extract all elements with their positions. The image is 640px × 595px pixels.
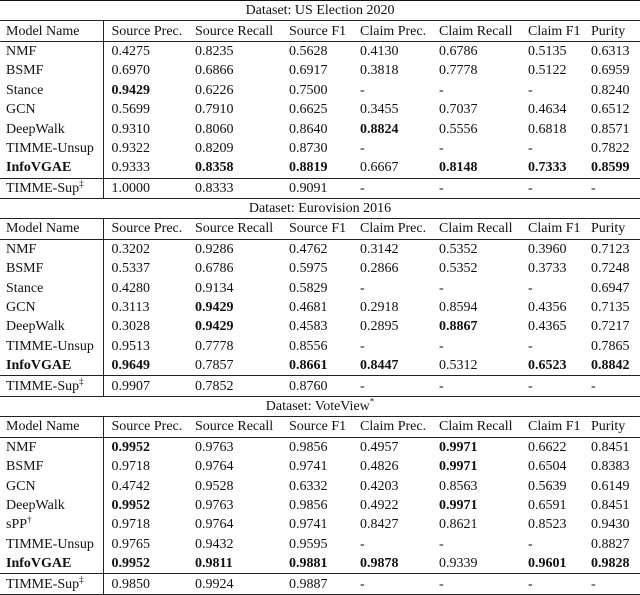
model-name-text: sPP [6, 517, 28, 533]
dataset-title-sup: * [369, 396, 375, 407]
model-name-text: TIMME-Sup [6, 378, 80, 394]
supervised-row [0, 574, 640, 594]
metric-cell: 0.7248 [591, 261, 630, 277]
metric-cell: 0.6947 [591, 280, 630, 296]
metric-cell: 0.4681 [289, 300, 328, 316]
metric-cell: 0.4365 [528, 319, 567, 335]
metric-cell: 0.3818 [360, 63, 399, 79]
metric-cell: - [528, 338, 533, 354]
table-row [0, 298, 640, 317]
metric-cell: 0.8571 [591, 121, 630, 137]
metric-cell: 0.9952 [111, 439, 150, 455]
metric-cell: 0.9595 [289, 536, 328, 552]
model-name [0, 298, 103, 317]
metric-cell: - [583, 376, 640, 396]
model-name [0, 100, 103, 119]
model-name-text: GCN [6, 300, 36, 316]
dataset-title [0, 1, 640, 21]
model-name-text: NMF [6, 439, 37, 455]
metric-cell: 0.2895 [360, 319, 399, 335]
metric-cell: 0.6786 [439, 43, 478, 59]
metric-cell: 0.8358 [187, 158, 281, 178]
dataset-title-text: Dataset: US Election 2020 [245, 3, 395, 19]
metric-cell: 0.9310 [111, 121, 150, 137]
table-row [0, 337, 640, 356]
metric-cell: 0.9091 [281, 178, 352, 198]
column-header: Claim Prec. [352, 21, 431, 41]
metric-cell: 0.9765 [111, 536, 150, 552]
metric-cell: - [439, 140, 444, 156]
column-header: Claim F1 [520, 21, 583, 41]
model-name [0, 437, 103, 457]
metric-cell: 0.4762 [289, 241, 328, 257]
column-header: Model Name [0, 21, 103, 41]
metric-cell: 0.9513 [111, 338, 150, 354]
model-name-text: TIMME-Unsup [6, 140, 94, 156]
metric-cell: 0.8333 [187, 178, 281, 198]
metric-cell: 0.9339 [431, 554, 520, 574]
model-name-text: TIMME-Sup [6, 576, 80, 592]
metric-cell: 0.9828 [583, 554, 640, 574]
metric-cell: 0.9971 [439, 497, 478, 513]
metric-cell: 0.6625 [289, 102, 328, 118]
metric-cell: - [360, 338, 365, 354]
table-row [0, 437, 640, 457]
metric-cell: - [583, 178, 640, 198]
metric-cell: 0.6523 [520, 356, 583, 376]
metric-cell: 0.8842 [583, 356, 640, 376]
metric-cell: 0.6622 [528, 439, 567, 455]
model-name [0, 476, 103, 495]
supervised-row [0, 178, 640, 198]
metric-cell: 0.9429 [195, 300, 234, 316]
model-name [0, 496, 103, 515]
model-name-sup: ‡ [79, 375, 84, 386]
column-header: Source F1 [281, 417, 352, 437]
metric-cell: 0.8640 [289, 121, 328, 137]
metric-cell: 0.6226 [195, 82, 234, 98]
column-header: Claim Prec. [352, 417, 431, 437]
metric-cell: 0.8556 [289, 338, 328, 354]
table-row [0, 496, 640, 515]
metric-cell: 0.8661 [281, 356, 352, 376]
metric-cell: 0.9322 [111, 140, 150, 156]
metric-cell: 0.4826 [360, 459, 399, 475]
metric-cell: 0.4634 [528, 102, 567, 118]
model-name [0, 139, 103, 158]
metric-cell: 0.3142 [360, 241, 399, 257]
column-header: Claim Recall [431, 417, 520, 437]
metric-cell: 0.9718 [111, 517, 150, 533]
metric-cell: 0.7865 [591, 338, 630, 354]
dataset-title-row [0, 198, 640, 218]
metric-cell: 0.7500 [289, 82, 328, 98]
metric-cell: 0.9764 [195, 459, 234, 475]
metric-cell: 0.4922 [360, 497, 399, 513]
table-row [0, 100, 640, 119]
metric-cell: 0.4356 [528, 300, 567, 316]
model-name-text: BSMF [6, 261, 44, 277]
metric-cell: 0.5628 [289, 43, 328, 59]
model-name-text: DeepWalk [6, 497, 65, 513]
metric-cell: 0.6786 [195, 261, 234, 277]
model-name [0, 61, 103, 80]
column-header: Source Prec. [103, 21, 187, 41]
metric-cell: - [360, 82, 365, 98]
table-row [0, 515, 640, 534]
metric-cell: 0.9741 [289, 459, 328, 475]
metric-cell: - [352, 574, 431, 594]
column-header: Claim Prec. [352, 219, 431, 239]
metric-cell: 0.9971 [439, 439, 478, 455]
column-header: Claim F1 [520, 417, 583, 437]
metric-cell: - [431, 178, 520, 198]
metric-cell: - [528, 140, 533, 156]
metric-cell: - [360, 280, 365, 296]
model-name-sup: ‡ [79, 178, 84, 189]
metric-cell: 0.8760 [281, 376, 352, 396]
metric-cell: 0.8563 [439, 478, 478, 494]
metric-cell: 0.9432 [195, 536, 234, 552]
model-name [0, 337, 103, 356]
metric-cell: 0.7857 [187, 356, 281, 376]
model-name-sup: ‡ [79, 573, 84, 584]
metric-cell: 0.8060 [195, 121, 234, 137]
metric-cell: 0.7822 [591, 140, 630, 156]
column-header: Source Recall [187, 21, 281, 41]
metric-cell: 0.3113 [111, 300, 150, 316]
metric-cell: 0.9429 [111, 82, 150, 98]
metric-cell: 0.8824 [360, 121, 399, 137]
metric-cell: 0.5352 [439, 261, 478, 277]
metric-cell: 0.9952 [111, 497, 150, 513]
column-header: Source Prec. [103, 219, 187, 239]
table-row [0, 41, 640, 61]
metric-cell: 0.5556 [439, 121, 478, 137]
metric-cell: 0.5337 [111, 261, 150, 277]
model-name-text: NMF [6, 241, 37, 257]
model-name-text: InfoVGAE [6, 160, 72, 176]
metric-cell: 0.4583 [289, 319, 328, 335]
metric-cell: 0.9924 [187, 574, 281, 594]
dataset-title-text: Dataset: Eurovision 2016 [248, 201, 392, 217]
metric-cell: 0.5975 [289, 261, 328, 277]
column-header: Source F1 [281, 21, 352, 41]
metric-cell: - [439, 338, 444, 354]
model-name-text: GCN [6, 478, 36, 494]
model-name [0, 178, 103, 198]
metric-cell: 0.4203 [360, 478, 399, 494]
column-header: Claim F1 [520, 219, 583, 239]
table-row [0, 356, 640, 376]
table-row [0, 81, 640, 100]
metric-cell: 0.3202 [111, 241, 150, 257]
column-header-row [0, 417, 640, 437]
table-row [0, 158, 640, 178]
metric-cell: 0.6332 [289, 478, 328, 494]
model-name [0, 574, 103, 594]
table-row [0, 61, 640, 80]
model-name-text: TIMME-Unsup [6, 536, 94, 552]
metric-cell: 0.6970 [111, 63, 150, 79]
model-name [0, 376, 103, 396]
model-name-text: InfoVGAE [6, 556, 72, 572]
column-header: Model Name [0, 417, 103, 437]
table-row [0, 457, 640, 476]
column-header: Purity [583, 21, 640, 41]
metric-cell: 0.9850 [103, 574, 187, 594]
metric-cell: 0.6959 [591, 63, 630, 79]
model-name-text: BSMF [6, 63, 44, 79]
metric-cell: 0.6667 [352, 158, 431, 178]
metric-cell: 0.9764 [195, 517, 234, 533]
model-name [0, 259, 103, 278]
metric-cell: 0.9649 [103, 356, 187, 376]
dataset-title-row [0, 396, 640, 416]
dataset-title [0, 396, 640, 416]
metric-cell: 0.8523 [528, 517, 567, 533]
model-name [0, 317, 103, 336]
model-name [0, 356, 103, 376]
table-row [0, 554, 640, 574]
column-header: Source Recall [187, 219, 281, 239]
model-name-sup: † [27, 515, 32, 525]
metric-cell: 0.7217 [591, 319, 630, 335]
metric-cell: 0.7037 [439, 102, 478, 118]
model-name [0, 41, 103, 61]
metric-cell: 0.9718 [111, 459, 150, 475]
metric-cell: 0.7333 [520, 158, 583, 178]
column-header: Source Prec. [103, 417, 187, 437]
dataset-title-row [0, 1, 640, 21]
metric-cell: 0.4280 [111, 280, 150, 296]
metric-cell: 0.7778 [439, 63, 478, 79]
metric-cell: - [528, 280, 533, 296]
metric-cell: - [431, 376, 520, 396]
column-header: Claim Recall [431, 219, 520, 239]
model-name-text: BSMF [6, 459, 44, 475]
metric-cell: 0.8827 [591, 536, 630, 552]
metric-cell: 0.9763 [195, 439, 234, 455]
metric-cell: 0.9811 [187, 554, 281, 574]
metric-cell: 0.8148 [431, 158, 520, 178]
metric-cell: 0.7135 [591, 300, 630, 316]
metric-cell: 0.5312 [431, 356, 520, 376]
model-name [0, 554, 103, 574]
model-name-text: DeepWalk [6, 319, 65, 335]
metric-cell: 0.6313 [591, 43, 630, 59]
metric-cell: 0.4742 [111, 478, 150, 494]
metric-cell: 0.9333 [103, 158, 187, 178]
metric-cell: 0.9430 [591, 517, 630, 533]
metric-cell: 0.8867 [439, 319, 478, 335]
metric-cell: 0.3733 [528, 261, 567, 277]
metric-cell: - [439, 82, 444, 98]
supervised-row [0, 376, 640, 396]
metric-cell: 0.8451 [591, 497, 630, 513]
metric-cell: 0.7778 [195, 338, 234, 354]
metric-cell: 0.9856 [289, 497, 328, 513]
metric-cell: 1.0000 [103, 178, 187, 198]
table-row [0, 317, 640, 336]
column-header: Purity [583, 417, 640, 437]
table-row [0, 239, 640, 259]
metric-cell: 0.5135 [528, 43, 567, 59]
metric-cell: 0.7852 [187, 376, 281, 396]
metric-cell: 0.8209 [195, 140, 234, 156]
column-header: Source Recall [187, 417, 281, 437]
metric-cell: 0.8599 [583, 158, 640, 178]
metric-cell: - [528, 82, 533, 98]
metric-cell: - [352, 178, 431, 198]
column-header: Model Name [0, 219, 103, 239]
metric-cell: 0.6818 [528, 121, 567, 137]
metric-cell: 0.9429 [195, 319, 234, 335]
column-header-row [0, 219, 640, 239]
metric-cell: - [439, 280, 444, 296]
metric-cell: - [352, 376, 431, 396]
metric-cell: 0.9952 [103, 554, 187, 574]
model-name-text: GCN [6, 102, 36, 118]
dataset-title-text: Dataset: VoteView [265, 399, 370, 414]
table-row [0, 535, 640, 554]
metric-cell: 0.8451 [591, 439, 630, 455]
model-name-text: Stance [6, 82, 44, 98]
table-row [0, 476, 640, 495]
metric-cell: 0.8447 [352, 356, 431, 376]
model-name [0, 515, 103, 534]
metric-cell: 0.3960 [528, 241, 567, 257]
column-header-row [0, 21, 640, 41]
metric-cell: 0.9907 [103, 376, 187, 396]
table-row [0, 119, 640, 138]
model-name [0, 158, 103, 178]
model-name-text: TIMME-Unsup [6, 338, 94, 354]
metric-cell: 0.7123 [591, 241, 630, 257]
metric-cell: 0.2866 [360, 261, 399, 277]
metric-cell: 0.6504 [528, 459, 567, 475]
metric-cell: - [520, 178, 583, 198]
metric-cell: 0.9856 [289, 439, 328, 455]
model-name-text: TIMME-Sup [6, 180, 80, 196]
metric-cell: 0.6512 [591, 102, 630, 118]
metric-cell: 0.5829 [289, 280, 328, 296]
metric-cell: - [439, 536, 444, 552]
metric-cell: 0.5699 [111, 102, 150, 118]
metric-cell: 0.6591 [528, 497, 567, 513]
metric-cell: - [360, 140, 365, 156]
table-row [0, 259, 640, 278]
metric-cell: 0.9528 [195, 478, 234, 494]
metric-cell: - [583, 574, 640, 594]
metric-cell: - [520, 376, 583, 396]
dataset-title [0, 198, 640, 218]
model-name [0, 81, 103, 100]
metric-cell: 0.9878 [352, 554, 431, 574]
metric-cell: 0.8819 [281, 158, 352, 178]
metric-cell: 0.5352 [439, 241, 478, 257]
metric-cell: 0.6866 [195, 63, 234, 79]
model-name-text: InfoVGAE [6, 358, 72, 374]
metric-cell: 0.5122 [528, 63, 567, 79]
column-header: Claim Recall [431, 21, 520, 41]
model-name [0, 535, 103, 554]
metric-cell: 0.3455 [360, 102, 399, 118]
metric-cell: 0.8427 [360, 517, 399, 533]
metric-cell: 0.9741 [289, 517, 328, 533]
metric-cell: - [431, 574, 520, 594]
table-row [0, 139, 640, 158]
metric-cell: 0.7910 [195, 102, 234, 118]
model-name [0, 119, 103, 138]
metric-cell: 0.6917 [289, 63, 328, 79]
model-name-text: DeepWalk [6, 121, 65, 137]
model-name [0, 457, 103, 476]
metric-cell: - [520, 574, 583, 594]
metric-cell: 0.9971 [439, 459, 478, 475]
metric-cell: 0.2918 [360, 300, 399, 316]
model-name-text: NMF [6, 43, 37, 59]
metric-cell: 0.8594 [439, 300, 478, 316]
metric-cell: 0.3028 [111, 319, 150, 335]
metric-cell: 0.8621 [439, 517, 478, 533]
metric-cell: 0.4275 [111, 43, 150, 59]
metric-cell: 0.9881 [281, 554, 352, 574]
model-name-text: Stance [6, 280, 44, 296]
metric-cell: 0.9601 [520, 554, 583, 574]
metric-cell: 0.9286 [195, 241, 234, 257]
metric-cell: 0.4957 [360, 439, 399, 455]
metric-cell: 0.9887 [281, 574, 352, 594]
metric-cell: 0.8235 [195, 43, 234, 59]
metric-cell: 0.4130 [360, 43, 399, 59]
metric-cell: 0.6149 [591, 478, 630, 494]
column-header: Source F1 [281, 219, 352, 239]
metric-cell: 0.8240 [591, 82, 630, 98]
metric-cell: 0.5639 [528, 478, 567, 494]
table-row [0, 278, 640, 297]
metric-cell: - [360, 536, 365, 552]
column-header: Purity [583, 219, 640, 239]
model-name [0, 278, 103, 297]
model-name [0, 239, 103, 259]
metric-cell: - [528, 536, 533, 552]
metric-cell: 0.8383 [591, 459, 630, 475]
metric-cell: 0.9763 [195, 497, 234, 513]
metric-cell: 0.9134 [195, 280, 234, 296]
metric-cell: 0.8730 [289, 140, 328, 156]
